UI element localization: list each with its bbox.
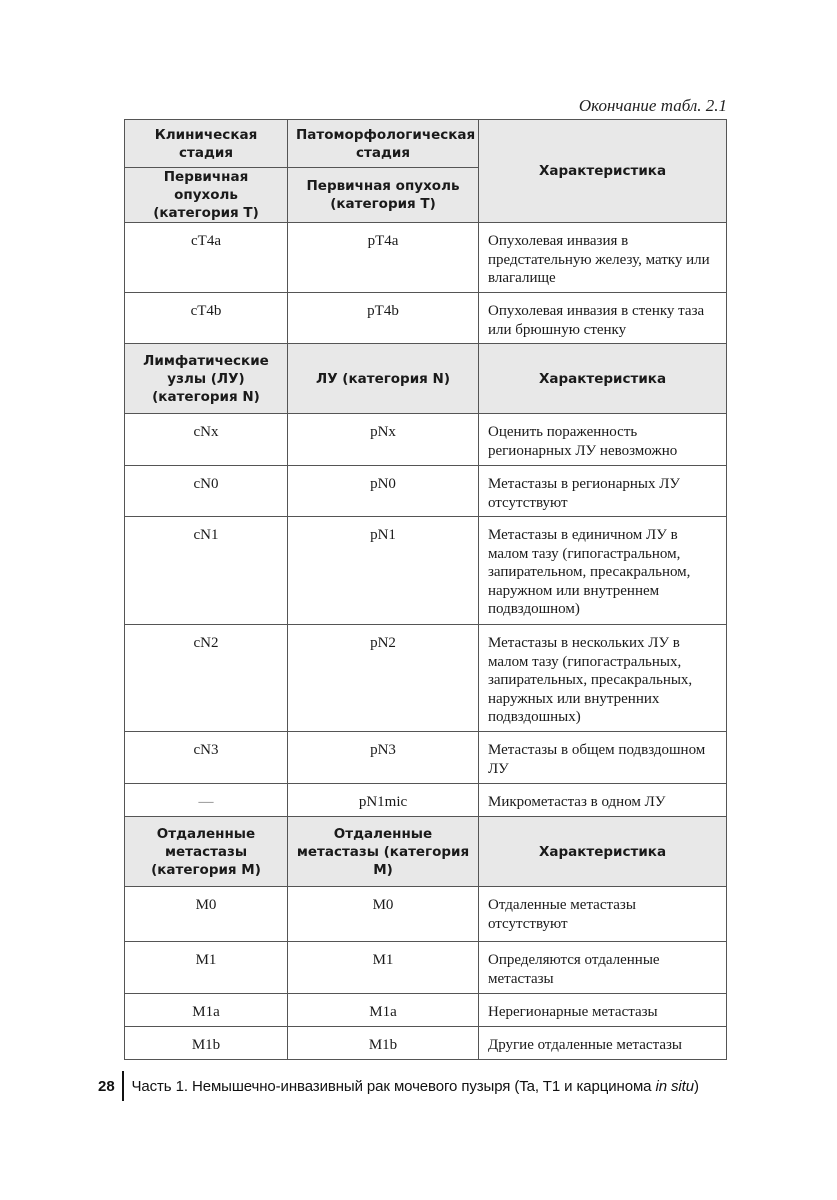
- patho-cell: pT4b: [288, 293, 479, 344]
- clinical-cell: cN2: [125, 625, 288, 732]
- patho-cell: M1a: [288, 994, 479, 1027]
- patho-cell: pT4a: [288, 223, 479, 293]
- section-header-row: [125, 344, 727, 414]
- footer-divider: [122, 1071, 124, 1101]
- page-number: 28: [98, 1077, 115, 1095]
- table-row: [125, 625, 727, 732]
- table-row: [125, 293, 727, 344]
- table-row: [125, 414, 727, 466]
- header-distant-metastases-clinical: Отдаленные метастазы (категория M): [125, 817, 288, 887]
- clinical-cell: M0: [125, 887, 288, 942]
- characteristic-cell: Опухолевая инвазия в предстательную железу, матку или влагалище: [479, 223, 727, 293]
- clinical-cell-empty-dash: —: [125, 784, 288, 817]
- header-characteristic: Характеристика: [479, 120, 727, 223]
- characteristic-cell: Метастазы в общем подвздошном ЛУ: [479, 732, 727, 784]
- header-distant-metastases-patho: Отдаленные метастазы (категория M): [288, 817, 479, 887]
- characteristic-cell: Метастазы в регионарных ЛУ отсутствуют: [479, 466, 727, 517]
- patho-cell: M1: [288, 942, 479, 994]
- characteristic-cell: Другие отдаленные метастазы: [479, 1027, 727, 1060]
- table-caption: Окончание табл. 2.1: [578, 96, 727, 115]
- characteristic-cell: Метастазы в единичном ЛУ в малом тазу (гипогастральном, запирательном, пресакральном, наружном или внутреннем подвздошном): [479, 517, 727, 625]
- header-patho-stage: Патоморфологическая стадия: [288, 120, 479, 168]
- clinical-cell: cT4b: [125, 293, 288, 344]
- header-clinical-primary-tumor: Первичная опухоль (категория Т): [125, 168, 288, 223]
- characteristic-cell: Оценить пораженность регионарных ЛУ невозможно: [479, 414, 727, 466]
- footer-text-end: ): [693, 1077, 699, 1095]
- clinical-cell: cN1: [125, 517, 288, 625]
- clinical-cell: cN0: [125, 466, 288, 517]
- running-footer-text: [132, 1078, 699, 1095]
- footer-text-italic: in situ: [655, 1077, 694, 1095]
- tnm-staging-table: [124, 119, 727, 1060]
- clinical-cell: cN3: [125, 732, 288, 784]
- page-footer: [98, 1071, 699, 1101]
- clinical-cell: M1b: [125, 1027, 288, 1060]
- footer-text-main: Часть 1. Немышечно-инвазивный рак мочевого пузыря (Ta, T1 и карцинома: [131, 1077, 656, 1095]
- patho-cell: pNx: [288, 414, 479, 466]
- patho-cell: pN3: [288, 732, 479, 784]
- table-row: [125, 223, 727, 293]
- header-lymph-nodes-patho: ЛУ (категория N): [288, 344, 479, 414]
- patho-cell: M1b: [288, 1027, 479, 1060]
- characteristic-cell: Отдаленные метастазы отсутствуют: [479, 887, 727, 942]
- table-row: [125, 1027, 727, 1060]
- patho-cell: pN0: [288, 466, 479, 517]
- characteristic-cell: Опухолевая инвазия в стенку таза или брюшную стенку: [479, 293, 727, 344]
- section-header-row: [125, 817, 727, 887]
- table-row: [125, 994, 727, 1027]
- clinical-cell: cNx: [125, 414, 288, 466]
- header-lymph-nodes-clinical: Лимфатические узлы (ЛУ) (категория N): [125, 344, 288, 414]
- patho-cell: pN1mic: [288, 784, 479, 817]
- clinical-cell: cT4a: [125, 223, 288, 293]
- table-row: [125, 517, 727, 625]
- table-row: [125, 784, 727, 817]
- table-row: [125, 732, 727, 784]
- characteristic-cell: Метастазы в нескольких ЛУ в малом тазу (гипогастральных, запирательных, пресакральных, наружных или внутренних подвздошных): [479, 625, 727, 732]
- header-patho-primary-tumor: Первичная опухоль (категория Т): [288, 168, 479, 223]
- characteristic-cell: Микрометастаз в одном ЛУ: [479, 784, 727, 817]
- header-characteristic: Характеристика: [479, 344, 727, 414]
- table-row: [125, 466, 727, 517]
- table-row: [125, 887, 727, 942]
- table-row: [125, 942, 727, 994]
- characteristic-cell: Нерегионарные метастазы: [479, 994, 727, 1027]
- clinical-cell: M1: [125, 942, 288, 994]
- patho-cell: M0: [288, 887, 479, 942]
- characteristic-cell: Определяются отдаленные метастазы: [479, 942, 727, 994]
- clinical-cell: M1a: [125, 994, 288, 1027]
- table-header-row: [125, 120, 727, 168]
- patho-cell: pN1: [288, 517, 479, 625]
- patho-cell: pN2: [288, 625, 479, 732]
- header-clinical-stage: Клиническая стадия: [125, 120, 288, 168]
- header-characteristic: Характеристика: [479, 817, 727, 887]
